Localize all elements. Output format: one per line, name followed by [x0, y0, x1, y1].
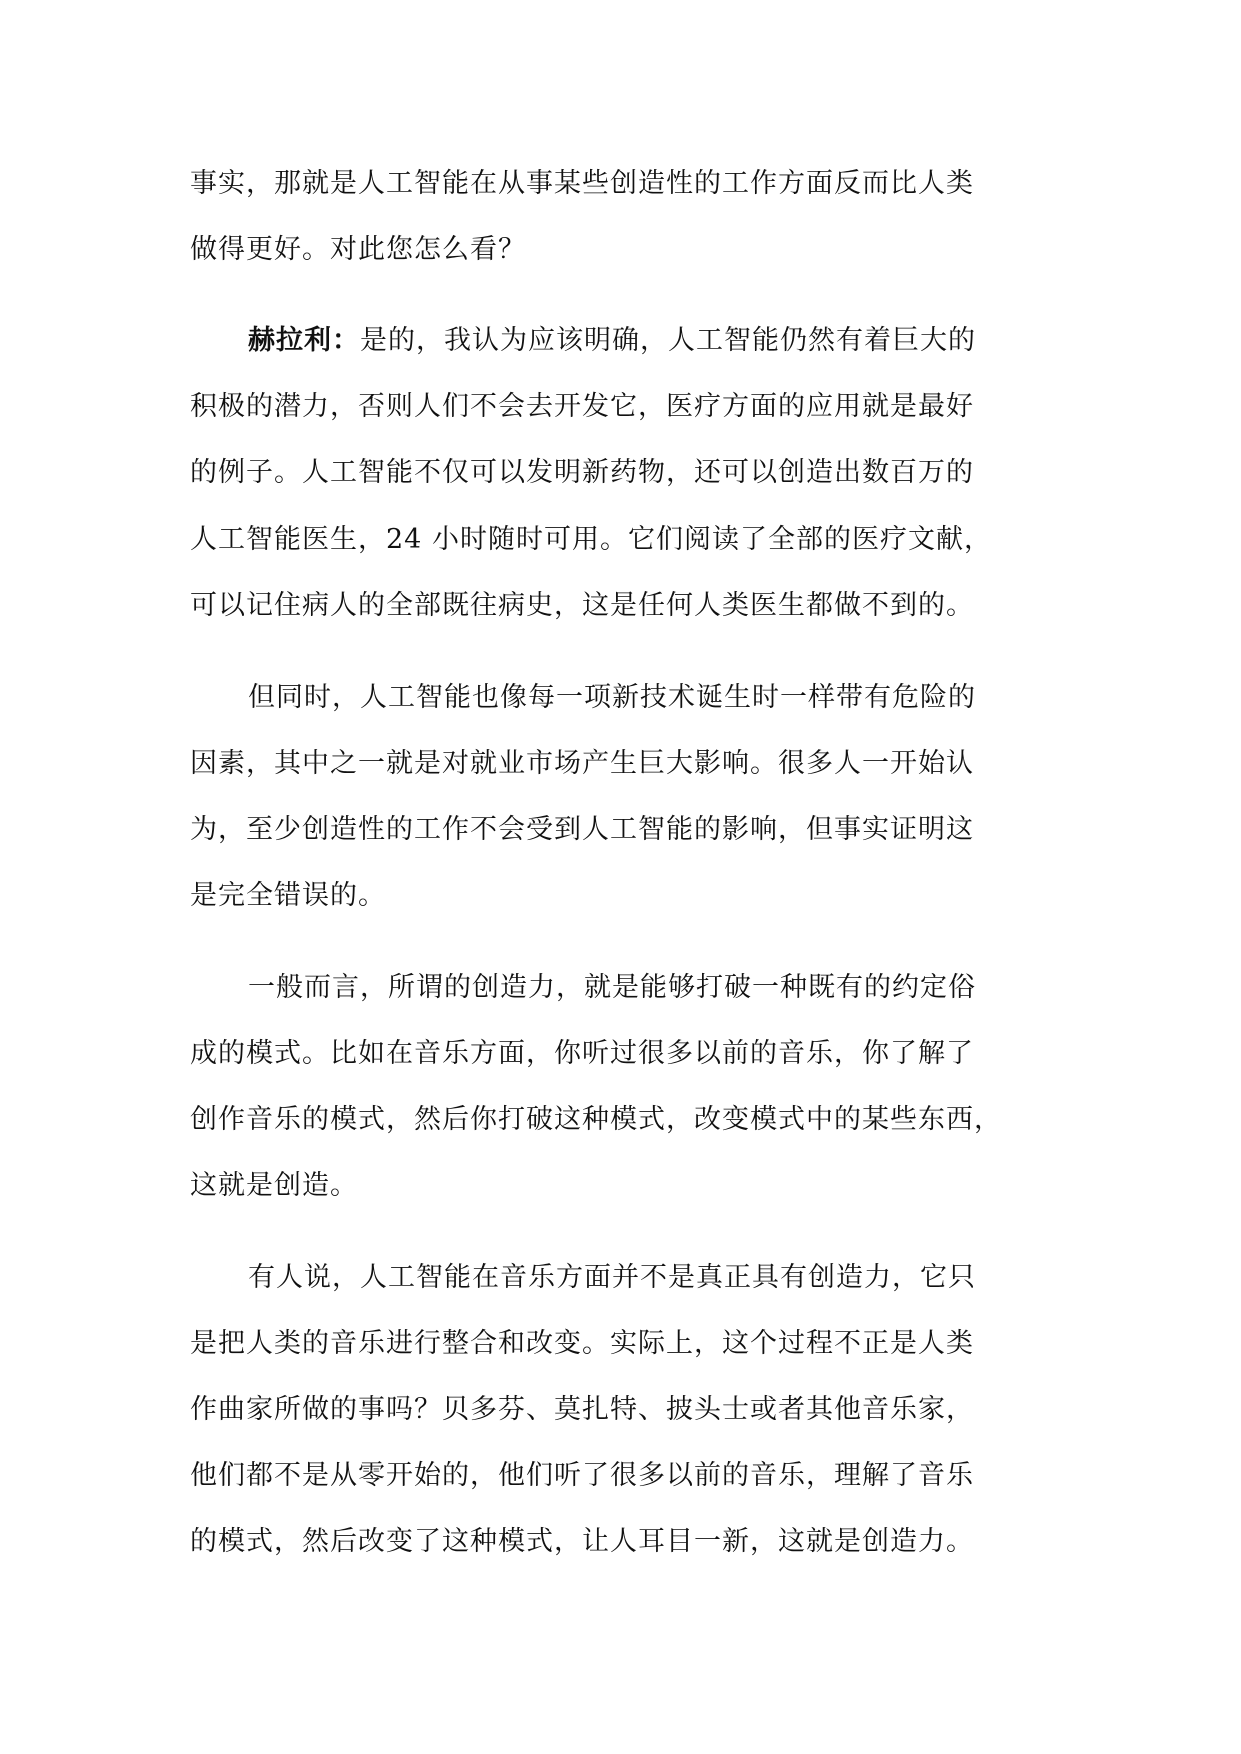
text-line: 做得更好。对此您怎么看？ — [190, 234, 526, 265]
text-line: 有人说，人工智能在音乐方面并不是真正具有创造力，它只 — [248, 1262, 976, 1293]
text-line: 可以记住病人的全部既往病史，这是任何人类医生都做不到的。 — [190, 590, 974, 621]
text-line: 因素，其中之一就是对就业市场产生巨大影响。很多人一开始认 — [190, 748, 974, 779]
text-line: 创作音乐的模式，然后你打破这种模式，改变模式中的某些东西， — [190, 1104, 1002, 1135]
text-line: 是把人类的音乐进行整合和改变。实际上，这个过程不正是人类 — [190, 1328, 974, 1359]
text-line: 为，至少创造性的工作不会受到人工智能的影响，但事实证明这 — [190, 814, 974, 845]
text-line: 的例子。人工智能不仅可以发明新药物，还可以创造出数百万的 — [190, 457, 974, 488]
text-line: 一般而言，所谓的创造力，就是能够打破一种既有的约定俗 — [248, 972, 976, 1003]
text-line: 积极的潜力，否则人们不会去开发它，医疗方面的应用就是最好 — [190, 391, 974, 422]
text-line — [248, 323, 976, 359]
text-line: 他们都不是从零开始的，他们听了很多以前的音乐，理解了音乐 — [190, 1460, 974, 1491]
text-line: 事实，那就是人工智能在从事某些创造性的工作方面反而比人类 — [190, 168, 974, 199]
text-line: 的模式，然后改变了这种模式，让人耳目一新，这就是创造力。 — [190, 1526, 974, 1557]
text-segment: 是的，我认为应该明确，人工智能仍然有着巨大的 — [360, 325, 976, 356]
text-line: 人工智能医生，24 小时随时可用。它们阅读了全部的医疗文献， — [190, 524, 992, 555]
text-line: 但同时，人工智能也像每一项新技术诞生时一样带有危险的 — [248, 682, 976, 713]
text-line: 这就是创造。 — [190, 1170, 358, 1201]
speaker-name: 赫拉利： — [248, 325, 360, 356]
text-line: 是完全错误的。 — [190, 880, 386, 911]
text-line: 作曲家所做的事吗？贝多芬、莫扎特、披头士或者其他音乐家， — [190, 1394, 974, 1425]
text-line: 成的模式。比如在音乐方面，你听过很多以前的音乐，你了解了 — [190, 1038, 974, 1069]
